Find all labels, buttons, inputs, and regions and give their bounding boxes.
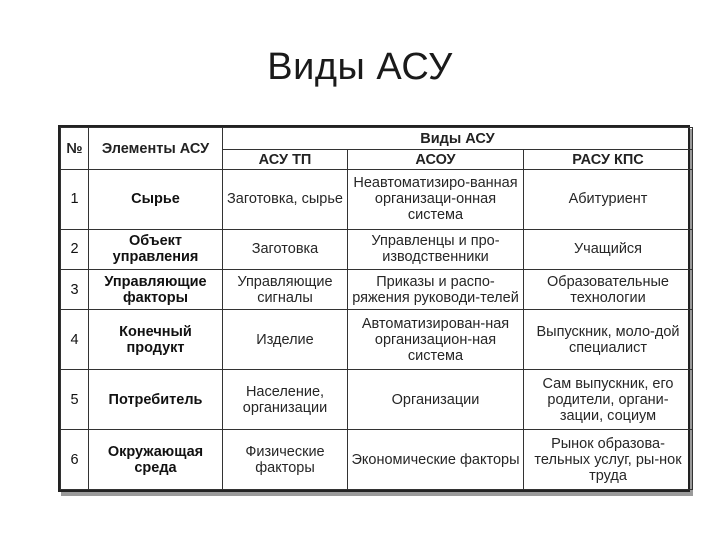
table-row bbox=[61, 270, 693, 310]
rasu-cell: Абитуриент bbox=[524, 170, 693, 230]
rasu-cell: Сам выпускник, его родители, органи-зации, социум bbox=[524, 370, 693, 430]
group-header: Виды АСУ bbox=[223, 128, 693, 150]
row-number: 2 bbox=[61, 229, 89, 269]
element-cell: Потребитель bbox=[89, 370, 223, 430]
col-header-asou: АСОУ bbox=[348, 150, 524, 170]
table-row bbox=[61, 229, 693, 269]
asu-tp-cell: Заготовка, сырье bbox=[223, 170, 348, 230]
rasu-cell: Рынок образова-тельных услуг, ры-нок труда bbox=[524, 430, 693, 490]
asu-tp-cell: Физические факторы bbox=[223, 430, 348, 490]
element-cell: Окружающая среда bbox=[89, 430, 223, 490]
rasu-cell: Учащийся bbox=[524, 229, 693, 269]
num-header: № bbox=[61, 128, 89, 170]
table-row bbox=[61, 430, 693, 490]
col-header-rasu-kps: РАСУ КПС bbox=[524, 150, 693, 170]
row-number: 3 bbox=[61, 270, 89, 310]
table bbox=[60, 127, 693, 490]
col-header-asu-tp: АСУ ТП bbox=[223, 150, 348, 170]
asu-tp-cell: Управляющие сигналы bbox=[223, 270, 348, 310]
header-row-top bbox=[61, 128, 693, 150]
asou-cell: Неавтоматизиро-ванная организаци-онная система bbox=[348, 170, 524, 230]
rasu-cell: Выпускник, моло-дой специалист bbox=[524, 310, 693, 370]
element-cell: Сырье bbox=[89, 170, 223, 230]
slide-title: Виды АСУ bbox=[267, 46, 453, 88]
asou-cell: Приказы и распо-ряжения руководи-телей bbox=[348, 270, 524, 310]
row-number: 6 bbox=[61, 430, 89, 490]
row-number: 5 bbox=[61, 370, 89, 430]
row-number: 1 bbox=[61, 170, 89, 230]
table-row bbox=[61, 170, 693, 230]
asou-cell: Экономические факторы bbox=[348, 430, 524, 490]
table-row bbox=[61, 370, 693, 430]
asou-cell: Организации bbox=[348, 370, 524, 430]
elements-header: Элементы АСУ bbox=[89, 128, 223, 170]
asu-tp-cell: Население, организации bbox=[223, 370, 348, 430]
asu-tp-cell: Изделие bbox=[223, 310, 348, 370]
asou-cell: Управленцы и про-изводственники bbox=[348, 229, 524, 269]
asu-types-table bbox=[58, 125, 690, 492]
element-cell: Объект управления bbox=[89, 229, 223, 269]
asou-cell: Автоматизирован-ная организацион-ная система bbox=[348, 310, 524, 370]
element-cell: Управляющие факторы bbox=[89, 270, 223, 310]
rasu-cell: Образовательные технологии bbox=[524, 270, 693, 310]
row-number: 4 bbox=[61, 310, 89, 370]
asu-tp-cell: Заготовка bbox=[223, 229, 348, 269]
element-cell: Конечный продукт bbox=[89, 310, 223, 370]
table-row bbox=[61, 310, 693, 370]
